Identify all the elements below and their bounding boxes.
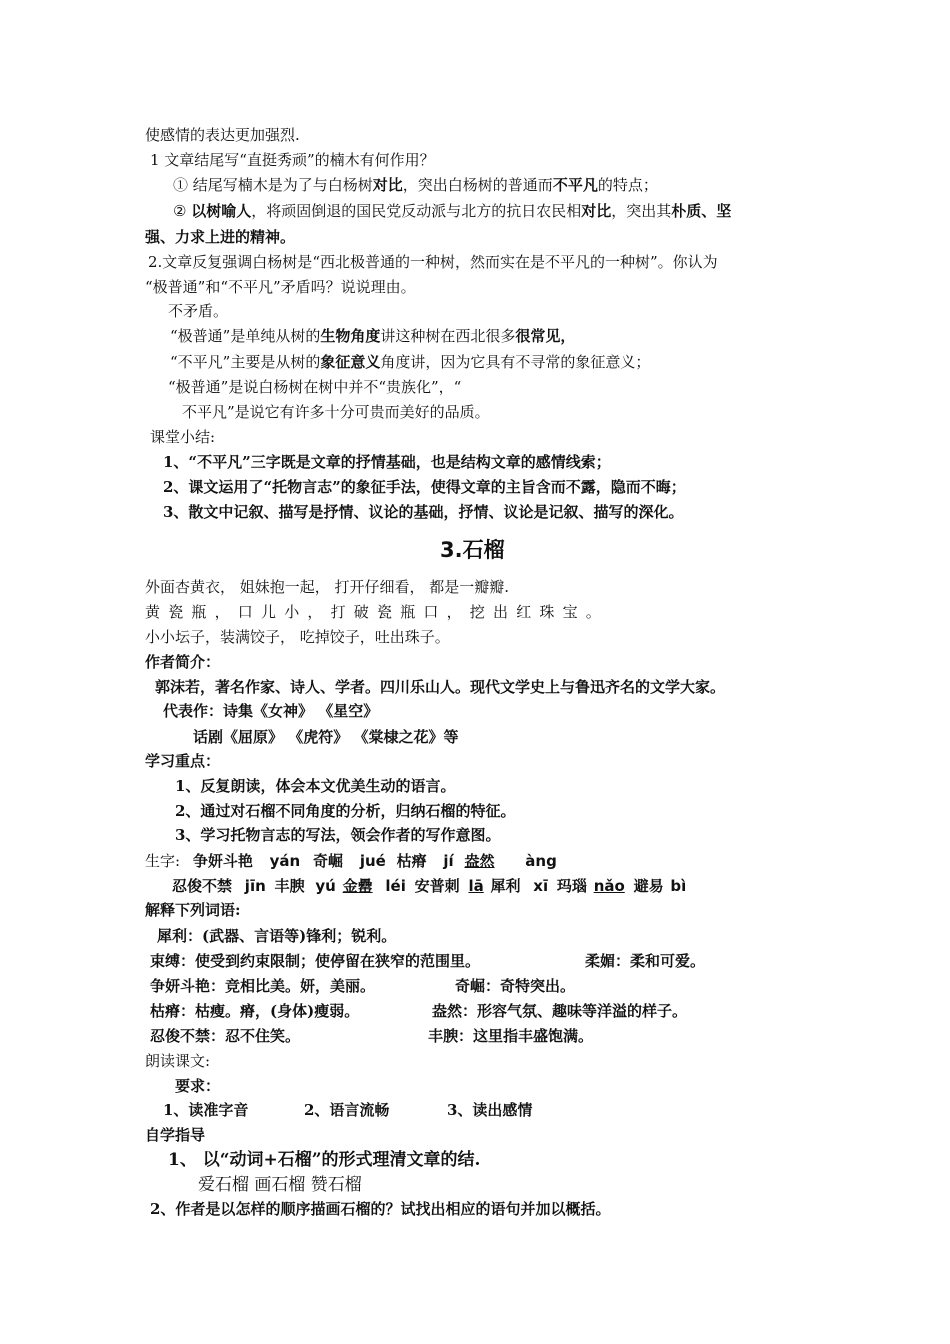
author-bio: 郭沫若，著名作家、诗人、学者。四川乐山人。现代文学史上与鲁迅齐名的文学大家。 [155, 678, 726, 696]
text: ，将顽固倒退的国民党反动派与北方的抗日农民相 [251, 202, 582, 220]
text: ① 结尾写楠木是为了与白杨树 [173, 176, 373, 194]
text: ，突出白杨树的普通而 [402, 176, 553, 194]
explain-item: 争妍斗艳：竞相比美。妍，美丽。 [150, 977, 376, 995]
answer-2-intro: 不矛盾。 [168, 302, 229, 320]
answer-2-line-1 [170, 326, 575, 346]
author-works-poetry: 代表作：诗集《女神》 《星空》 [163, 702, 379, 720]
vocab-word: 犀利 [490, 877, 521, 895]
study-focus-1: 1、反复朗读，体会本文优美生动的语言。 [175, 777, 456, 795]
self-study-item-2: 2、作者是以怎样的顺序描画石榴的？试找出相应的语句并加以概括。 [150, 1200, 611, 1218]
vocab-pinyin: léi [385, 877, 406, 895]
study-focus-heading: 学习重点： [145, 752, 221, 770]
vocab-pinyin: bì [670, 877, 687, 895]
vocab-word: 安普刺 [414, 877, 460, 895]
vocab-pinyin: yú [315, 877, 336, 895]
text: ② [173, 202, 192, 220]
question-2: 2.文章反复强调白杨树是“西北极普通的一种树，然而实在是不平凡的一种树”。你认为 [148, 253, 718, 271]
summary-item-3: 3、散文中记叙、描写是抒情、议论的基础，抒情、议论是记叙、描写的深化。 [163, 503, 684, 521]
requirements-heading: 要求： [175, 1077, 221, 1095]
vocab-pinyin: jí [443, 852, 454, 870]
explain-item: 奇崛：奇特突出。 [455, 977, 576, 995]
self-study-item-1: 1、 以“动词+石榴”的形式理清文章的结. [168, 1150, 481, 1170]
text: 的特点； [597, 176, 658, 194]
vocab-word: 奇崛 [313, 852, 344, 870]
summary-item-2: 2、课文运用了“托物言志”的象征手法，使得文章的主旨含而不露，隐而不晦； [163, 478, 686, 496]
explain-heading: 解释下列词语: [145, 901, 241, 919]
bold-term: 不平凡 [552, 176, 598, 194]
vocab-word: 盎然 [464, 852, 495, 870]
requirement-1: 1、读准字音 [163, 1101, 249, 1119]
bold-term: 象征意义 [320, 353, 381, 371]
vocab-word: 枯瘠 [396, 852, 427, 870]
summary-heading: 课堂小结: [150, 428, 216, 446]
vocab-pinyin: yán [269, 852, 301, 870]
paragraph-line: 使感情的表达更加强烈. [145, 126, 300, 144]
bold-term: 对比 [372, 176, 403, 194]
summary-item-1: 1、“不平凡”三字既是文章的抒情基础，也是结构文章的感情线索； [163, 453, 611, 471]
vocab-pinyin: àng [525, 852, 557, 870]
author-works-drama: 话剧《屈原》 《虎符》 《棠棣之花》等 [193, 728, 459, 746]
vocab-word: 忍俊不禁 [172, 877, 233, 895]
answer-1-point-1 [173, 175, 658, 195]
bold-term: 生物角度 [320, 327, 381, 345]
bold-term: 对比 [581, 202, 612, 220]
answer-2-line-4: 不平凡”是说它有许多十分可贵而美好的品质。 [182, 403, 490, 421]
vocab-word: 避易 [633, 877, 664, 895]
explain-item: 犀利：(武器、言语等)锋利；锐利。 [157, 927, 397, 945]
answer-2-line-2 [170, 352, 650, 372]
text: ，突出其 [611, 202, 672, 220]
vocab-pinyin: jué [359, 852, 386, 870]
explain-item: 盎然：形容气氛、趣味等洋溢的样子。 [432, 1002, 688, 1020]
question-1: 1 文章结尾写“直挺秀顽”的楠木有何作用？ [150, 151, 435, 169]
explain-item: 束缚：使受到约束限制；使停留在狭窄的范围里。 [150, 952, 481, 970]
question-2-cont: “极普通”和“不平凡”矛盾吗？说说理由。 [145, 278, 416, 296]
answer-2-line-3: “极普通”是说白杨树在树中并不“贵族化”，“ [168, 378, 462, 396]
answer-1-point-2-cont: 强、力求上进的精神。 [145, 228, 296, 246]
text: 讲这种树在西北很多 [380, 327, 516, 345]
vocab-word: 玛瑙 [556, 877, 587, 895]
reading-heading: 朗读课文: [145, 1052, 211, 1070]
vocab-label: 生字: [145, 852, 181, 870]
requirement-2: 2、语言流畅 [304, 1101, 390, 1119]
text: “不平凡”主要是从树的 [170, 353, 321, 371]
vocab-line-2 [172, 876, 686, 896]
vocab-pinyin: xī [533, 877, 549, 895]
explain-item: 柔媚：柔和可爱。 [585, 952, 706, 970]
requirement-3: 3、读出感情 [447, 1101, 533, 1119]
lesson-title: 3.石榴 [440, 538, 505, 562]
answer-1-point-2 [173, 201, 731, 221]
riddle-line-1: 外面杏黄衣， 姐妹抱一起， 打开仔细看， 都是一瓣瓣. [145, 578, 510, 596]
study-focus-3: 3、学习托物言志的写法，领会作者的写作意图。 [175, 826, 501, 844]
text: “极普通”是单纯从树的 [170, 327, 321, 345]
vocab-pinyin: nǎo [593, 877, 625, 895]
self-study-heading: 自学指导 [145, 1126, 206, 1144]
study-focus-2: 2、通过对石榴不同角度的分析，归纳石榴的特征。 [175, 802, 516, 820]
vocab-word: 争妍斗艳 [192, 852, 253, 870]
author-heading: 作者简介： [145, 653, 221, 671]
vocab-word: 丰腴 [274, 877, 305, 895]
riddle-line-3: 小小坛子，装满饺子， 吃掉饺子，吐出珠子。 [145, 628, 450, 646]
vocab-pinyin: lā [468, 877, 484, 895]
text: 角度讲，因为它具有不寻常的象征意义； [380, 353, 651, 371]
self-study-item-1-answer: 爱石榴 画石榴 赞石榴 [198, 1175, 362, 1195]
vocab-line-1 [145, 851, 557, 871]
vocab-pinyin: jīn [244, 877, 266, 895]
riddle-line-2: 黄瓷瓶，口儿小，打破瓷瓶口，挖出红珠宝。 [145, 603, 610, 621]
bold-term: 朴质、坚 [671, 202, 732, 220]
explain-item: 枯瘠：枯瘦。瘠，(身体)瘦弱。 [150, 1002, 360, 1020]
bold-term: 很常见， [515, 327, 576, 345]
vocab-word: 金罍 [342, 877, 373, 895]
bold-term: 以树喻人 [191, 202, 252, 220]
explain-item: 忍俊不禁：忍不住笑。 [150, 1027, 301, 1045]
explain-item: 丰腴：这里指丰盛饱满。 [428, 1027, 594, 1045]
